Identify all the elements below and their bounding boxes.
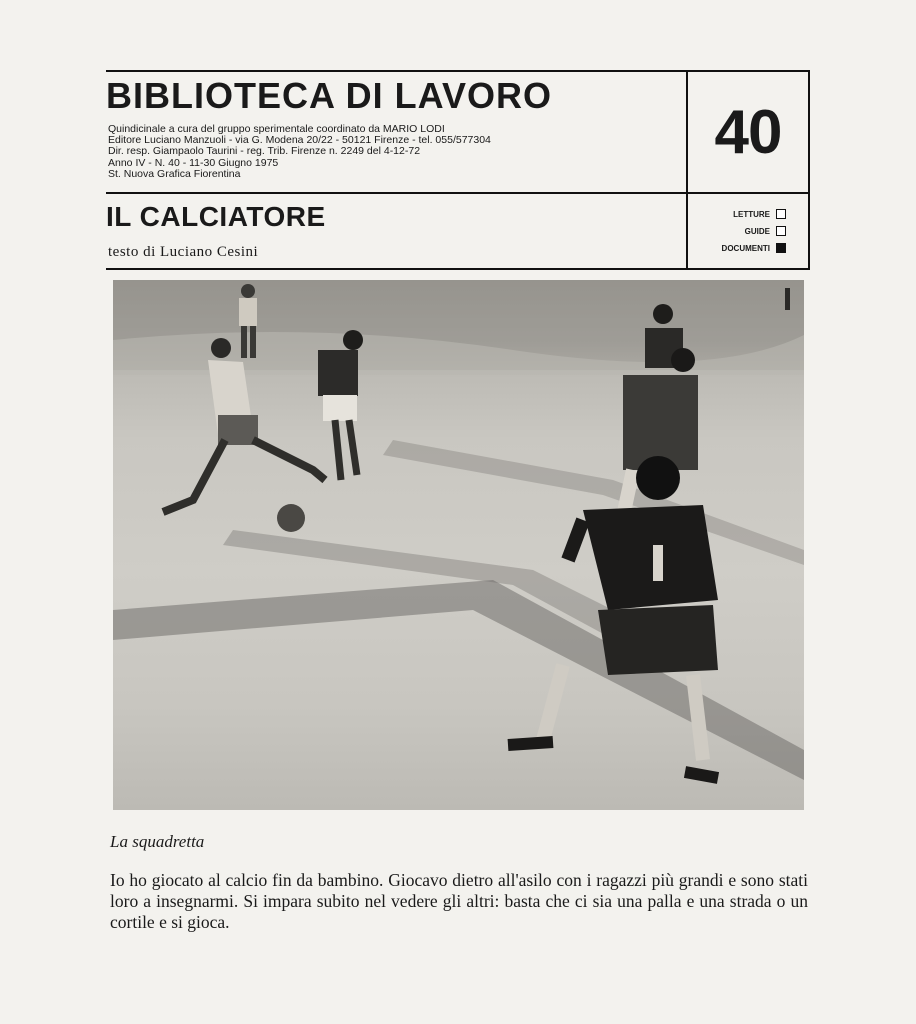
credit-line: Anno IV - N. 40 - 11-30 Giugno 1975 <box>108 156 279 169</box>
masthead-left <box>106 72 686 268</box>
credit-line: Dir. resp. Giampaolo Taurini - reg. Trib. Firenze n. 2249 del 4-12-72 <box>108 145 421 158</box>
section-title: La squadretta <box>110 832 205 851</box>
checkbox-empty-icon <box>776 209 786 219</box>
credit-line: Editore Luciano Manzuoli - via G. Modena 20/22 - 50121 Firenze - tel. 055/577304 <box>108 134 491 147</box>
checkbox-filled-icon <box>776 243 786 253</box>
football-photo <box>113 280 804 810</box>
issue-title: IL CALCIATORE <box>106 201 326 232</box>
divider-horizontal <box>106 192 808 194</box>
legend-item-documenti <box>722 243 786 253</box>
masthead <box>106 70 810 270</box>
legend-label: GUIDE <box>744 226 770 236</box>
publication-credits <box>108 124 491 180</box>
photo-illustration <box>113 280 804 810</box>
issue-number: 40 <box>714 97 782 167</box>
author-line: testo di Luciano Cesini <box>108 244 259 260</box>
legend-label: LETTURE <box>733 209 770 219</box>
credit-line: Quindicinale a cura del gruppo sperimentale coordinato da MARIO LODI <box>108 123 445 135</box>
legend-item-letture <box>733 209 786 219</box>
checkbox-empty-icon <box>776 226 786 236</box>
legend-item-guide <box>745 226 786 236</box>
category-legend <box>688 196 808 266</box>
publication-title: BIBLIOTECA DI LAVORO <box>106 75 552 116</box>
credit-line: St. Nuova Grafica Fiorentina <box>108 167 241 180</box>
article-paragraph: Io ho giocato al calcio fin da bambino. Giocavo dietro all'asilo con i ragazzi più grandi e sono stati loro a insegnarmi. Si impara subito nel vedere gli altri: basta che ci sia una palla e una strada o un cortile e si gioca. <box>110 870 808 932</box>
legend-label: DOCUMENTI <box>721 243 770 253</box>
